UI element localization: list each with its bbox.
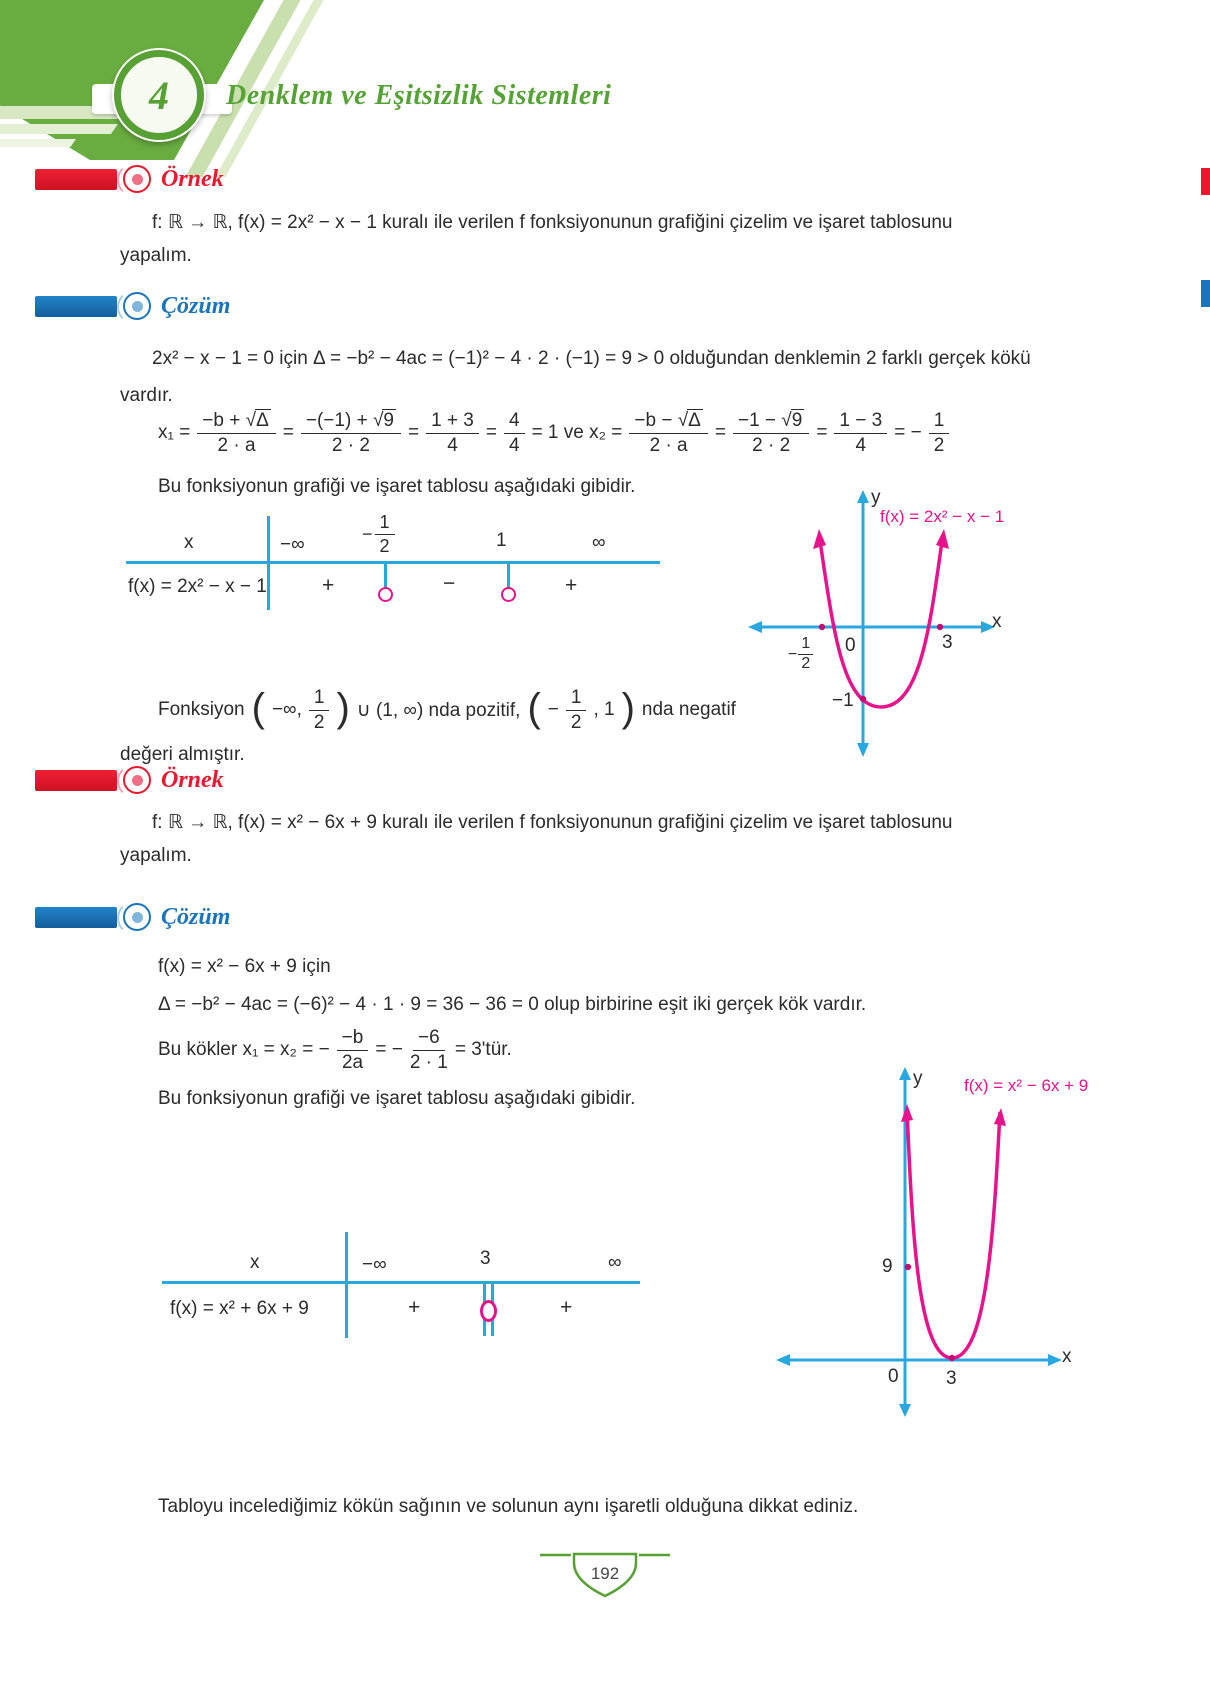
sign-plus: + (565, 574, 578, 597)
header-left-stripe (0, 124, 118, 134)
x-axis-label: x (992, 611, 1002, 632)
fraction: $\frac{1}{2}$ (929, 410, 950, 457)
target-icon (123, 165, 151, 193)
sign-table-2 (150, 1228, 680, 1353)
sign-plus: + (560, 1296, 573, 1319)
table-root-half (362, 512, 395, 556)
formula-text: = (485, 422, 497, 443)
sign-plus: + (408, 1296, 421, 1319)
solution1-header (35, 292, 230, 320)
fraction: $\frac{-b}{2a}$ (337, 1027, 369, 1074)
table-root-one: 1 (496, 530, 507, 551)
table-horizontal-line (162, 1281, 640, 1284)
y-axis-label: y (871, 487, 881, 508)
section-bar (35, 169, 117, 190)
interval-sentence (158, 682, 736, 738)
example1-header (35, 165, 224, 193)
formula-text: − (788, 645, 798, 663)
formula-text: nda negatif (641, 699, 736, 720)
roots-formula-1 (158, 404, 949, 462)
x-axis-label: x (1062, 1346, 1072, 1367)
root-label: 3 (946, 1368, 957, 1389)
target-icon (123, 292, 151, 320)
chapter-title: Denklem ve Eşitsizlik Sistemleri (226, 80, 612, 111)
origin-label: 0 (888, 1366, 899, 1387)
page-number: 192 (590, 1564, 620, 1583)
solution2-header (35, 903, 230, 931)
big-paren: ) (621, 686, 635, 730)
fraction: $\frac{1 + 3}{4}$ (426, 410, 479, 457)
double-ring-circle (480, 1300, 497, 1322)
fraction: $\frac{1}{2}$ (309, 687, 330, 734)
fraction: $\frac{-(-1) + √9}{2 \cdot 2}$ (301, 409, 401, 457)
table-vertical-line (345, 1232, 348, 1338)
big-paren: ) (336, 686, 350, 730)
page-number-badge (540, 1550, 670, 1604)
solution2-line1: f(x) = x² − 6x + 9 için (158, 956, 331, 977)
parabola-graph-2 (770, 1062, 1190, 1422)
graph2-function-label: f(x) = x² − 6x + 9 (964, 1076, 1089, 1095)
formula-text: = (407, 422, 420, 443)
big-paren: ( (251, 686, 265, 730)
chapter-number: 4 (114, 50, 204, 140)
formula-text: Bu kökler x₁ = x₂ = − (158, 1039, 330, 1060)
fraction: $\frac{1}{2}$ (566, 687, 587, 734)
roots-formula-2 (158, 1022, 512, 1078)
sign-plus: + (322, 574, 335, 597)
fraction: $\frac{-b + √\Delta}{2 \cdot a}$ (197, 409, 275, 457)
y-intercept-label: −1 (832, 690, 854, 711)
solution2-line3: Bu fonksiyonun grafiği ve işaret tablosu aşağıdaki gibidir. (158, 1088, 636, 1109)
solution1-line2: Bu fonksiyonun grafiği ve işaret tablosu aşağıdaki gibidir. (158, 476, 636, 497)
table-neg-infinity: −∞ (280, 534, 305, 555)
fraction: $\frac{1}{2}$ (375, 512, 395, 556)
root-right-label: 3 (942, 632, 953, 653)
fraction: $\frac{1 - 3}{4}$ (834, 410, 887, 457)
y-axis-label: y (913, 1068, 923, 1089)
formula-text: − (547, 699, 559, 720)
origin-label: 0 (845, 635, 856, 656)
graph2-canvas (770, 1062, 1190, 1422)
formula-text: , 1 (593, 699, 615, 720)
example1-text: f: ℝ → ℝ, f(x) = 2x² − x − 1 kuralı ile verilen f fonksiyonunun grafiğini çizelim ve işaret tablosunu yapalım. (120, 212, 953, 266)
table-horizontal-line (126, 561, 660, 564)
section-label: Çözüm (161, 292, 231, 319)
y-intercept-label: 9 (882, 1256, 893, 1277)
formula-text: = (714, 422, 726, 443)
open-circle (501, 587, 516, 602)
section-label: Örnek (161, 766, 224, 793)
fraction: $\frac{-6}{2 \cdot 1}$ (409, 1026, 448, 1073)
table-x-label: x (184, 532, 194, 553)
interval-sentence-cont: değeri almıştır. (120, 744, 245, 765)
target-icon (123, 903, 151, 931)
fraction: $\frac{-b - √\Delta}{2 \cdot a}$ (629, 409, 707, 457)
graph1-function-label: f(x) = 2x² − x − 1 (880, 507, 1005, 526)
formula-text: −∞, (271, 699, 302, 720)
formula-text: Fonksiyon (158, 699, 245, 720)
table-x-label: x (250, 1252, 260, 1273)
formula-text: = − (375, 1039, 403, 1060)
fraction: $\frac{1}{2}$ (798, 635, 813, 675)
target-icon (123, 766, 151, 794)
chapter-number-badge (112, 48, 206, 142)
footer-note: Tabloyu incelediğimiz kökün sağının ve solunun aynı işaretli olduğuna dikkat ediniz. (158, 1496, 859, 1517)
root-left-label (788, 635, 813, 675)
solution2-line2: Δ = −b² − 4ac = (−6)² − 4 · 1 · 9 = 36 − 36 = 0 olup birbirine eşit iki gerçek kök vardır. (158, 994, 867, 1015)
header-left-stripe (0, 139, 76, 147)
section-label: Çözüm (161, 903, 231, 930)
section-bar (35, 907, 117, 928)
formula-text: = (282, 422, 294, 443)
sign-minus: − (443, 572, 456, 595)
formula-text: − (362, 523, 373, 544)
edge-marker-blue (1201, 280, 1210, 307)
table-pos-infinity: ∞ (608, 1252, 622, 1273)
section-bar (35, 770, 117, 791)
section-label: Örnek (161, 165, 224, 192)
table-function-label: f(x) = 2x² − x − 1 (128, 576, 267, 597)
example2-text: f: ℝ → ℝ, f(x) = x² − 6x + 9 kuralı ile verilen f fonksiyonunun grafiğini çizelim ve işaret tablosunu yapalım. (120, 812, 953, 866)
big-paren: ( (527, 686, 541, 730)
fraction: $\frac{4}{4}$ (504, 410, 525, 457)
formula-text: = (816, 422, 828, 443)
table-neg-infinity: −∞ (362, 1254, 387, 1275)
open-circle (378, 587, 393, 602)
table-root-three: 3 (480, 1248, 491, 1269)
section-bar (35, 296, 117, 317)
sign-table-1 (122, 510, 667, 620)
formula-text: ∪ (1, ∞) nda pozitif, (356, 699, 521, 721)
fraction: $\frac{-1 - √9}{2 \cdot 2}$ (733, 409, 809, 457)
formula-text: = − (894, 422, 922, 443)
table-pos-infinity: ∞ (592, 532, 606, 553)
formula-text: = 3'tür. (454, 1039, 512, 1060)
formula-text: x₁ = (158, 422, 191, 443)
parabola-graph-1 (740, 487, 1030, 765)
edge-marker-red (1201, 168, 1210, 195)
graph1-canvas (740, 487, 1030, 765)
solution1-line1: 2x² − x − 1 = 0 için Δ = −b² − 4ac = (−1)² − 4 · 2 · (−1) = 9 > 0 olduğundan denklemin 2 farklı gerçek kökü vardır. (120, 348, 1031, 406)
example2-header (35, 766, 224, 794)
table-function-label: f(x) = x² + 6x + 9 (170, 1298, 309, 1319)
formula-text: = 1 ve x₂ = (531, 422, 623, 443)
